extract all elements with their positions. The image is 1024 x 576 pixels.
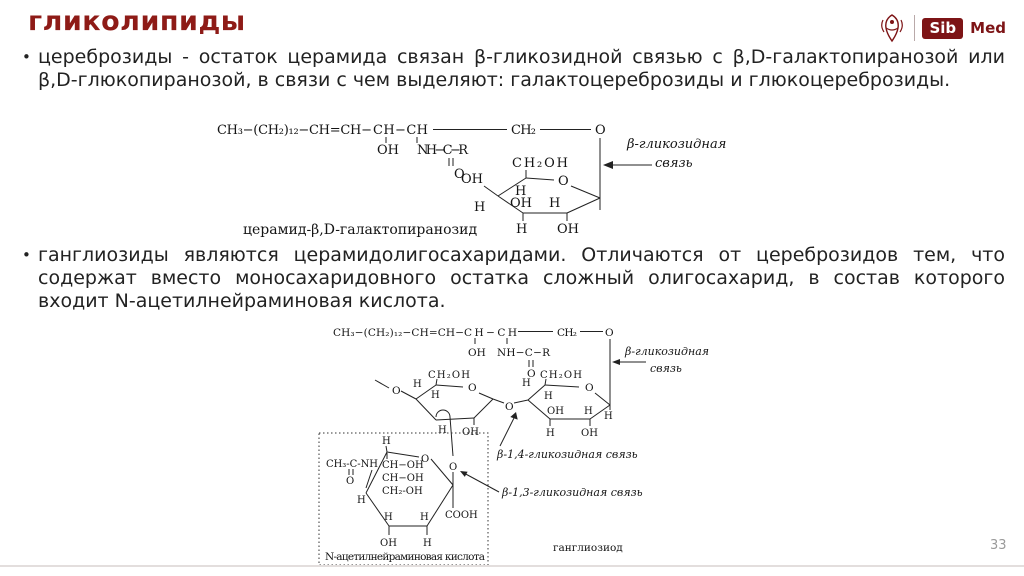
hydrogen-atom: H: [474, 200, 486, 215]
logo-divider: [914, 15, 915, 41]
bullet-line: цереброзиды - остаток церамида связан β-гликозидной связью с β,D-галактопиранозой или: [38, 46, 1005, 68]
page-number: 33: [990, 538, 1007, 553]
hydrogen-atom: H: [522, 378, 531, 389]
amide-group: NH−C−R: [417, 143, 468, 158]
hydrogen-atom: H: [413, 379, 422, 390]
hydrogen-atom: H: [382, 436, 391, 447]
ring-oxygen: O: [468, 382, 477, 394]
ch2oh-group: CH₂-OH: [382, 486, 423, 497]
bond-label: β-гликозидная: [625, 345, 710, 358]
sibmed-crest-icon: [877, 12, 907, 44]
hydrogen-atom: H: [384, 512, 393, 523]
hydroxyl-group: OH: [510, 196, 532, 211]
hydroxyl-group: OH: [581, 428, 598, 439]
cerebroside-structure-diagram: [215, 116, 755, 250]
amide-oxygen: O: [527, 368, 536, 380]
hydrogen-atom: H: [604, 411, 613, 422]
ch2oh-group: CH₂OH: [512, 156, 568, 171]
hydrogen-atom: H: [544, 391, 553, 402]
hydrogen-atom: H: [357, 495, 366, 506]
bullet-marker: •: [22, 48, 31, 66]
bond-label: связь: [650, 362, 682, 375]
hydroxyl-group: OH: [557, 222, 579, 237]
chain-formula: CH−CH: [373, 123, 428, 138]
nana-box: [319, 433, 488, 565]
bullet-gangliosides: [20, 244, 1005, 313]
hydrogen-atom: H: [438, 425, 447, 436]
hydroxyl-group: OH: [461, 172, 483, 187]
oxygen-atom: O: [605, 327, 614, 339]
page-title: гликолипиды: [28, 6, 246, 37]
hydrogen-atom: H: [420, 512, 429, 523]
ring-oxygen: O: [585, 382, 594, 394]
structure-caption: церамид-β,D-галактопиранозид: [243, 222, 478, 238]
choh-group: CH−OH: [382, 460, 424, 471]
hydroxyl-group: OH: [377, 143, 399, 158]
amide-group: NH−C−R: [497, 347, 550, 359]
oxygen-atom: O: [392, 385, 401, 397]
amide-oxygen: O: [346, 476, 355, 487]
hydroxyl-group: OH: [547, 406, 564, 417]
hydroxyl-group: OH: [468, 347, 486, 359]
hydrogen-atom: H: [423, 538, 432, 549]
glycosidic-oxygen: O: [505, 401, 514, 413]
bullet-line: входит N-ацетилнейраминовая кислота.: [38, 290, 446, 312]
bullet-line: содержат вместо моносахаридовного остатка сложный олигосахарид, в состав которого: [38, 267, 1005, 289]
bullet-line: ганглиозиды являются церамидолигосахаридами. Отличаются от цереброзидов тем, что: [38, 244, 1005, 266]
choh-group: CH−OH: [382, 473, 424, 484]
acetyl-group: CH₃-C-NH: [326, 459, 378, 470]
bullet-marker: •: [22, 246, 31, 264]
ch2-group: CH₂: [557, 327, 577, 339]
chain-formula: CH₃−(CH₂)₁₂−CH=CH−: [217, 123, 372, 138]
bottom-divider: [0, 565, 1024, 567]
hydroxyl-group: OH: [380, 538, 397, 549]
bond-label: β-1,4-гликозидная связь: [497, 448, 638, 461]
ch2-group: CH₂: [511, 123, 536, 138]
amide-oxygen: O: [454, 167, 465, 182]
logo-med-text: Med: [970, 19, 1006, 37]
carboxyl-group: COOH: [445, 510, 478, 521]
logo-sib-badge: Sib: [922, 18, 963, 39]
ring-oxygen: O: [558, 174, 569, 189]
hydrogen-atom: H: [431, 390, 440, 401]
ganglioside-structure-diagram: [300, 322, 760, 576]
bullet-cerebrosides: [20, 46, 1005, 92]
bullet-line: β,D-глюкопиранозой, в связи с чем выделяют: галактоцереброзиды и глюкоцереброзиды.: [38, 69, 951, 91]
hydroxyl-group: OH: [462, 427, 479, 438]
arrow-icon: [603, 161, 613, 169]
sibmed-logo: [877, 10, 1006, 46]
ring-oxygen: O: [421, 454, 430, 465]
oxygen-atom: O: [595, 123, 606, 138]
structure-caption: ганглиозиод: [553, 542, 623, 554]
chain-formula: CH₃−(CH₂)₁₂−CH=CH−: [333, 327, 464, 339]
hydrogen-atom: H: [584, 406, 593, 417]
ch2oh-group: CH₂OH: [428, 370, 470, 381]
bond-label: β-гликозидная: [627, 137, 727, 152]
bond-label: β-1,3-гликозидная связь: [502, 486, 643, 499]
hydrogen-atom: H: [516, 222, 528, 237]
arrow-icon: [612, 359, 620, 365]
bond-label: связь: [655, 156, 693, 171]
hydrogen-atom: H: [549, 196, 561, 211]
glycosidic-oxygen: O: [449, 462, 458, 473]
nana-caption: N-ацетилнейраминовая кислота: [325, 551, 485, 563]
hydrogen-atom: H: [546, 428, 555, 439]
ch2oh-group: CH₂OH: [540, 370, 582, 381]
hydrogen-atom: H: [515, 184, 527, 199]
chain-formula: CH−CH: [464, 327, 517, 339]
